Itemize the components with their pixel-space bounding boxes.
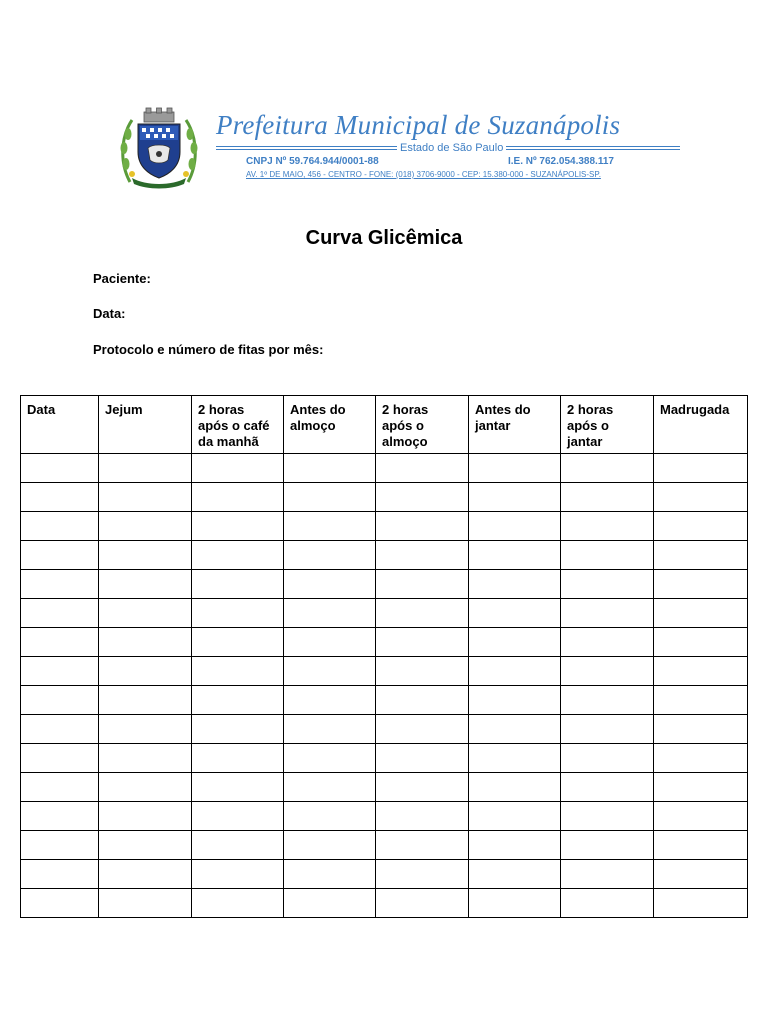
table-cell[interactable] [192,773,284,802]
table-cell[interactable] [99,512,192,541]
table-cell[interactable] [654,599,748,628]
table-cell[interactable] [561,715,654,744]
table-cell[interactable] [654,483,748,512]
table-cell[interactable] [192,541,284,570]
table-cell[interactable] [99,686,192,715]
table-cell[interactable] [284,860,376,889]
table-cell[interactable] [376,541,469,570]
table-cell[interactable] [21,512,99,541]
state-name: Estado de São Paulo [397,142,506,154]
table-cell[interactable] [469,715,561,744]
table-cell[interactable] [21,628,99,657]
table-cell[interactable] [469,454,561,483]
coat-of-arms-icon [118,104,200,190]
table-cell[interactable] [284,889,376,918]
table-row [21,541,748,570]
table-cell[interactable] [99,599,192,628]
table-cell[interactable] [561,628,654,657]
table-row [21,802,748,831]
table-cell[interactable] [376,570,469,599]
table-cell[interactable] [654,657,748,686]
table-cell[interactable] [376,773,469,802]
column-header-after-lunch: 2 horas após o almoço [376,396,469,454]
table-cell[interactable] [284,512,376,541]
table-cell[interactable] [192,657,284,686]
table-cell[interactable] [284,570,376,599]
table-cell[interactable] [654,773,748,802]
table-cell[interactable] [376,483,469,512]
table-cell[interactable] [654,628,748,657]
table-cell[interactable] [99,628,192,657]
table-row [21,860,748,889]
table-cell[interactable] [469,860,561,889]
table-cell[interactable] [654,860,748,889]
table-cell[interactable] [469,744,561,773]
municipality-name: Prefeitura Municipal de Suzanápolis [216,110,621,140]
table-cell[interactable] [561,512,654,541]
table-cell[interactable] [469,773,561,802]
table-cell[interactable] [561,454,654,483]
table-cell[interactable] [21,831,99,860]
table-cell[interactable] [561,831,654,860]
table-cell[interactable] [469,802,561,831]
table-cell[interactable] [469,483,561,512]
table-cell[interactable] [376,512,469,541]
table-cell[interactable] [561,744,654,773]
cnpj-number: CNPJ Nº 59.764.944/0001-88 [246,156,379,167]
table-cell[interactable] [376,715,469,744]
table-body [21,454,748,918]
table-row [21,599,748,628]
table-cell[interactable] [284,802,376,831]
table-cell[interactable] [284,686,376,715]
table-cell[interactable] [654,831,748,860]
table-cell[interactable] [21,802,99,831]
table-cell[interactable] [21,570,99,599]
table-cell[interactable] [192,715,284,744]
table-cell[interactable] [376,831,469,860]
table-cell[interactable] [376,657,469,686]
table-cell[interactable] [376,744,469,773]
table-cell[interactable] [284,831,376,860]
table-row [21,889,748,918]
table-cell[interactable] [99,483,192,512]
table-cell[interactable] [21,483,99,512]
table-row [21,512,748,541]
table-cell[interactable] [192,744,284,773]
table-cell[interactable] [654,454,748,483]
table-row [21,715,748,744]
glucose-curve-table [20,395,748,918]
table-row [21,686,748,715]
table-cell[interactable] [192,802,284,831]
table-cell[interactable] [192,483,284,512]
table-cell[interactable] [561,686,654,715]
column-header-after-breakfast: 2 horas após o café da manhã [192,396,284,454]
patient-field-label: Paciente: [93,271,151,286]
column-header-after-dinner: 2 horas após o jantar [561,396,654,454]
table-cell[interactable] [192,512,284,541]
table-cell[interactable] [376,860,469,889]
table-cell[interactable] [469,889,561,918]
protocol-field-label: Protocolo e número de fitas por mês: [93,342,324,357]
table-cell[interactable] [654,802,748,831]
table-cell[interactable] [99,570,192,599]
table-cell[interactable] [99,831,192,860]
table-cell[interactable] [192,831,284,860]
column-header-date: Data [21,396,99,454]
table-cell[interactable] [21,599,99,628]
table-cell[interactable] [561,802,654,831]
table-cell[interactable] [469,599,561,628]
table-cell[interactable] [192,454,284,483]
table-cell[interactable] [284,657,376,686]
table-cell[interactable] [99,860,192,889]
table-cell[interactable] [192,889,284,918]
table-cell[interactable] [99,715,192,744]
table-cell[interactable] [654,715,748,744]
table-cell[interactable] [654,512,748,541]
table-cell[interactable] [99,454,192,483]
table-cell[interactable] [99,889,192,918]
table-cell[interactable] [376,889,469,918]
table-cell[interactable] [561,889,654,918]
table-row [21,657,748,686]
table-cell[interactable] [376,628,469,657]
table-cell[interactable] [561,860,654,889]
table-cell[interactable] [21,860,99,889]
table-cell[interactable] [192,860,284,889]
letterhead [112,100,687,192]
table-cell[interactable] [21,686,99,715]
table-cell[interactable] [284,454,376,483]
table-cell[interactable] [21,657,99,686]
table-cell[interactable] [469,628,561,657]
table-cell[interactable] [192,599,284,628]
table-cell[interactable] [469,570,561,599]
table-cell[interactable] [21,541,99,570]
table-cell[interactable] [21,715,99,744]
table-cell[interactable] [99,744,192,773]
table-cell[interactable] [376,686,469,715]
table-cell[interactable] [561,773,654,802]
table-cell[interactable] [561,599,654,628]
table-cell[interactable] [654,686,748,715]
municipality-address: AV. 1º DE MAIO, 456 - CENTRO - FONE: (018) 3706-9000 - CEP: 15.380-000 - SUZANÁPOLIS-SP. [246,170,601,179]
table-cell[interactable] [99,541,192,570]
state-registration-number: I.E. Nº 762.054.388.117 [508,156,614,167]
table-cell[interactable] [21,773,99,802]
table-row [21,570,748,599]
table-cell[interactable] [469,831,561,860]
table-cell[interactable] [21,744,99,773]
table-cell[interactable] [284,541,376,570]
table-cell[interactable] [284,628,376,657]
table-cell[interactable] [99,802,192,831]
table-row [21,773,748,802]
table-row [21,628,748,657]
table-cell[interactable] [469,512,561,541]
table-cell[interactable] [469,657,561,686]
table-cell[interactable] [376,599,469,628]
table-cell[interactable] [284,715,376,744]
table-cell[interactable] [654,541,748,570]
table-cell[interactable] [99,773,192,802]
column-header-before-lunch: Antes do almoço [284,396,376,454]
table-cell[interactable] [21,454,99,483]
table-cell[interactable] [284,483,376,512]
date-field-label: Data: [93,306,126,321]
column-header-fasting: Jejum [99,396,192,454]
document-title: Curva Glicêmica [305,227,463,249]
table-cell[interactable] [654,744,748,773]
table-cell[interactable] [561,541,654,570]
table-cell[interactable] [469,541,561,570]
table-row [21,454,748,483]
table-cell[interactable] [192,628,284,657]
table-cell[interactable] [561,483,654,512]
table-cell[interactable] [376,454,469,483]
table-cell[interactable] [284,599,376,628]
column-header-dawn: Madrugada [654,396,748,454]
table-cell[interactable] [561,570,654,599]
table-cell[interactable] [654,889,748,918]
table-cell[interactable] [654,570,748,599]
table-header-row [21,396,748,454]
table-cell[interactable] [469,686,561,715]
table-row [21,831,748,860]
table-cell[interactable] [284,773,376,802]
table-cell[interactable] [284,744,376,773]
table-cell[interactable] [376,802,469,831]
table-row [21,483,748,512]
table-cell[interactable] [21,889,99,918]
table-cell[interactable] [99,657,192,686]
table-row [21,744,748,773]
table-cell[interactable] [561,657,654,686]
table-cell[interactable] [192,686,284,715]
table-cell[interactable] [192,570,284,599]
column-header-before-dinner: Antes do jantar [469,396,561,454]
